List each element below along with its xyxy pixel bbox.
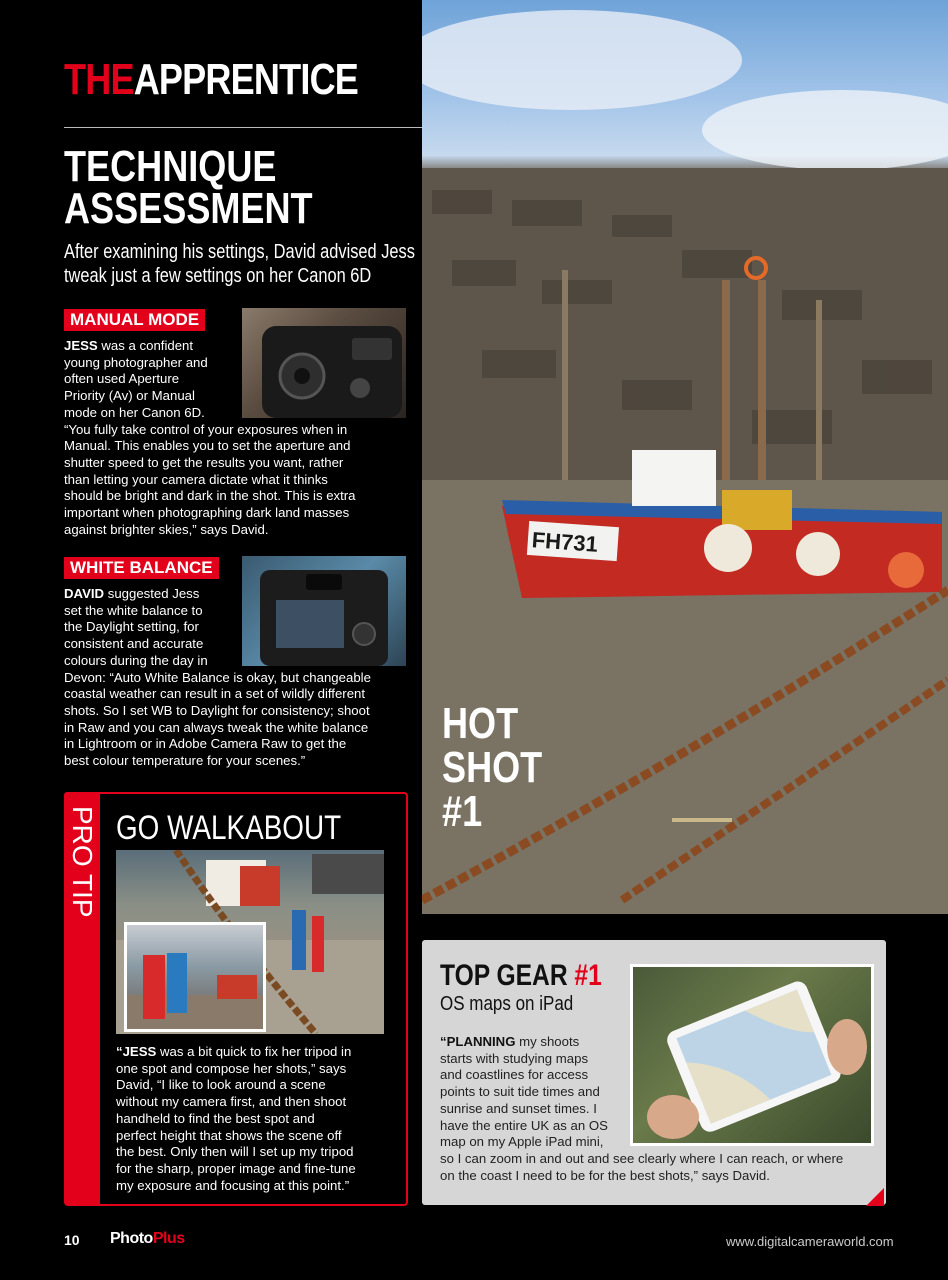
pro-tip-label: PRO TIP bbox=[67, 806, 98, 918]
top-gear-title: TOP GEAR #1 bbox=[440, 959, 602, 992]
intro-standfirst: After examining his settings, David advised Jess tweak just a few settings on her Canon 6D bbox=[64, 241, 415, 287]
top-gear-body: “PLANNING my shoots starts with studying maps and coastlines for access points to suit tide times and sunrise and sunset times. I have the entire UK as an OS map on my Apple iPad mini, so I can zoom in and out and see clearly where I can reach, or where on the coast I need to be for the best shots,” says David. bbox=[440, 1034, 844, 1183]
hot-shot-label: HOT SHOT #1 bbox=[442, 699, 543, 836]
top-gear-subtitle: OS maps on iPad bbox=[440, 993, 574, 1015]
walkabout-inset-photo bbox=[124, 922, 266, 1032]
website-url[interactable]: www.digitalcameraworld.com bbox=[726, 1234, 894, 1249]
page-number: 10 bbox=[64, 1232, 80, 1248]
corner-marker bbox=[866, 1188, 884, 1206]
page-title: TECHNIQUE ASSESSMENT bbox=[64, 142, 313, 233]
manual-mode-tag: MANUAL MODE bbox=[64, 309, 205, 331]
white-balance-body: DAVID suggested Jess set the white balance to the Daylight setting, for consistent and accurate colours during the day in Devon: “Auto White Balance is okay, but changeable coastal weather can result in a set of wildly different shots. So I set WB to Daylight for consistency; shoot in Raw and you can always tweak the white balance in Lightroom or in Adobe Camera Raw to get the best colour temperature for your scenes.” bbox=[64, 586, 371, 769]
magazine-section-title: THEAPPRENTICE bbox=[64, 55, 359, 104]
pro-tip-body: “JESS was a bit quick to fix her tripod in one spot and compose her shots,” says David, “I like to look around a scene without my camera first, and then shoot handheld to find the best spot and perfect height that shows the scene off the best. Only then will I set up my tripod for the sharp, proper image and fine-tune my exposure and focusing at this point.” bbox=[116, 1044, 356, 1193]
manual-mode-body: JESS was a confident young photographer and often used Aperture Priority (Av) or Manual mode on her Canon 6D. “You fully take control of your exposures when in Manual. This enables you to set the aperture and shutter speed to get the results you want, rather than letting your camera dictate what it thinks should be bright and dark in the shot. This is extra important when photographing dark land masses against brighter skies,” says David. bbox=[64, 338, 356, 537]
pro-tip-title: GO WALKABOUT bbox=[116, 809, 342, 847]
white-balance-tag: WHITE BALANCE bbox=[64, 557, 219, 579]
header-divider bbox=[64, 127, 424, 128]
boat-registration: FH731 bbox=[531, 527, 599, 557]
photoplus-logo: PhotoPlus bbox=[110, 1230, 185, 1247]
